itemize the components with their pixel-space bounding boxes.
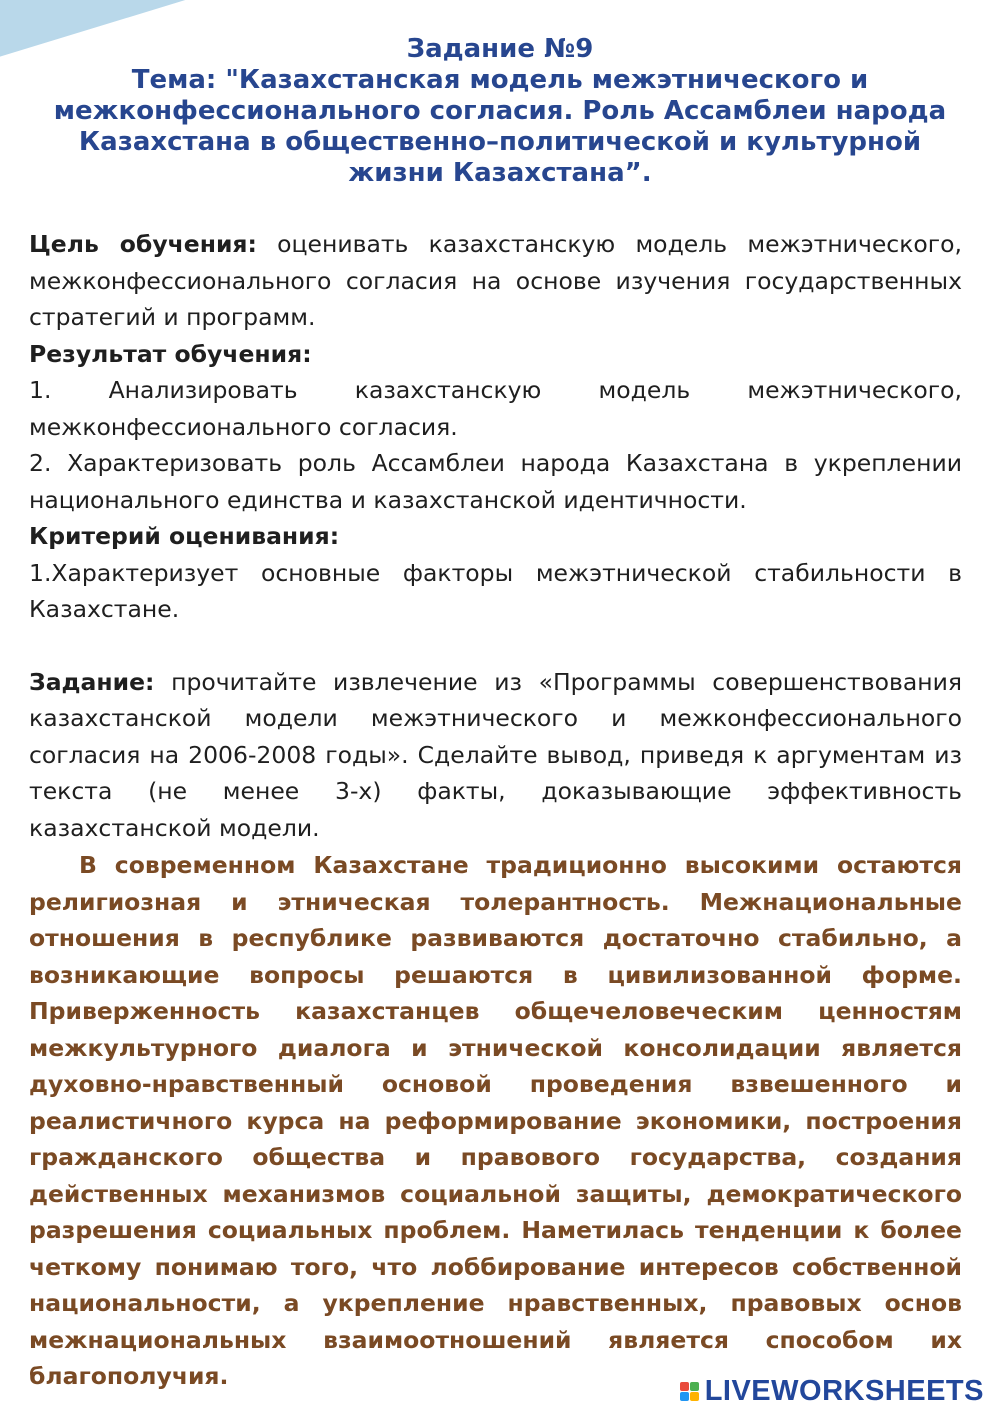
assignment-body: [29, 226, 962, 846]
logo-text: LIVEWORKSHEETS: [704, 1374, 984, 1407]
excerpt-text: В современном Казахстане традиционно высокими остаются религиозная и этническая толерантность. Межнациональные отношения в республике развиваются достаточно стабильно, а возникающие вопросы решаются в цивилизованной форме. Приверженность казахстанцев общечеловеческим ценностям межкультурного диалога и этнической консолидации является духовно-нравственный основой проведения взвешенного и реалистичного курса на реформирование экономики, построения гражданского общества и правового государства, создания действенных механизмов социальной защиты, демократического разрешения социальных проблем. Наметилась тенденции к более четкому понимаю того, что лоббирование интересов собственной национальности, а укрепление нравственных, правовых основ межнациональных взаимоотношений является способом их благополучия.: [29, 851, 962, 1390]
result-item-2: 2. Характеризовать роль Ассамблеи народа Казахстана в укреплении национального единства и казахстанской идентичности.: [29, 449, 962, 514]
task-number: Задание №9: [406, 34, 594, 64]
topic-title: Тема: "Казахстанская модель межэтнического и межконфессионального согласия. Роль Ассамблеи народа Казахстана в общественно–политической и культурной жизни Казахстана”.: [53, 65, 947, 188]
criteria-item-1: 1.Характеризует основные факторы межэтнической стабильности в Казахстане.: [29, 558, 962, 623]
goal-label: Цель обучения:: [29, 230, 257, 258]
liveworksheets-logo[interactable]: [676, 1374, 988, 1408]
task-paragraph: [29, 664, 962, 847]
task-text: прочитайте извлечение из «Программы совершенствования казахстанской модели межэтнического и межконфессионального согласия на 2006-2008 годы». Сделайте вывод, приведя к аргументам из текста (не менее 3-х) факты, доказывающие эффективность казахстанской модели.: [29, 667, 962, 842]
result-item-1: 1. Анализировать казахстанскую модель межэтнического, межконфессионального согласия.: [29, 376, 962, 441]
logo-square-yellow: [690, 1392, 699, 1401]
page-header: [40, 34, 960, 189]
goal-text: оценивать казахстанскую модель межэтнического, межконфессионального согласия на основе изучения государственных стратегий и программ.: [29, 230, 962, 331]
logo-square-blue: [680, 1392, 689, 1401]
task-label: Задание:: [29, 667, 155, 696]
logo-square-red: [680, 1382, 689, 1391]
criteria-label: Критерий оценивания:: [29, 522, 340, 550]
logo-mark-icon: [680, 1382, 699, 1401]
logo-square-green: [690, 1382, 699, 1391]
spacer: [29, 628, 962, 664]
program-excerpt: [29, 847, 962, 1395]
results-label: Результат обучения:: [29, 339, 312, 368]
goal-paragraph: [29, 226, 962, 336]
